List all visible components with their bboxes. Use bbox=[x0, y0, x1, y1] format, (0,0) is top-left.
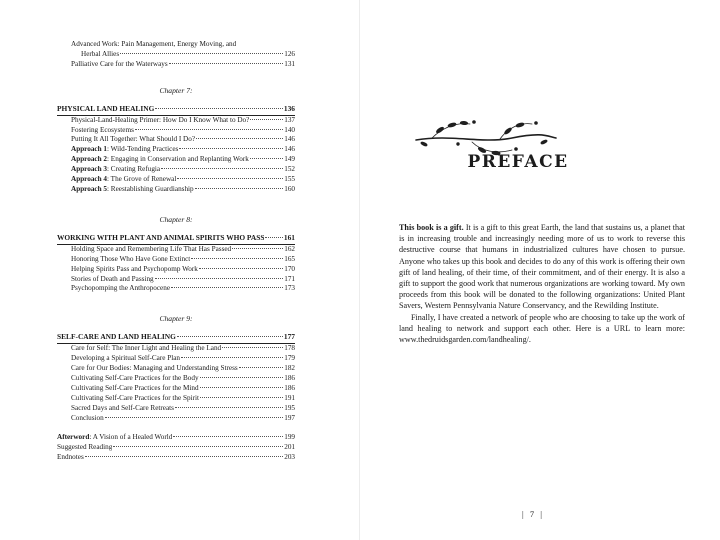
leader-dots bbox=[105, 417, 283, 418]
leader-dots bbox=[177, 178, 283, 179]
page-ref: 140 bbox=[284, 125, 295, 134]
toc-entry: Palliative Care for the Waterways 131 bbox=[71, 59, 295, 68]
toc-entry bbox=[57, 344, 295, 354]
toc-entry bbox=[57, 414, 295, 424]
toc-entry bbox=[57, 275, 295, 285]
toc-entry bbox=[57, 453, 295, 463]
entry-lead: Afterword bbox=[57, 433, 90, 442]
leader-dots bbox=[200, 377, 284, 378]
entry-title: : Engaging in Conservation and Replanting Work bbox=[107, 155, 249, 164]
toc-entry bbox=[57, 394, 295, 404]
leader-dots bbox=[195, 188, 284, 189]
toc-entry bbox=[57, 404, 295, 414]
page-ref: 165 bbox=[284, 254, 295, 263]
entry-title: Helping Spirits Pass and Psychopomp Work bbox=[71, 264, 198, 273]
entry-title: Psychopomping the Anthropocene bbox=[71, 284, 171, 293]
toc-entry bbox=[57, 384, 295, 394]
toc-entry bbox=[57, 433, 295, 443]
entry-title: Cultivating Self-Care Practices for the Spirit bbox=[71, 393, 199, 402]
leader-dots bbox=[239, 367, 284, 368]
entry-title: : Wild-Tending Practices bbox=[107, 145, 179, 154]
entry-title: Developing a Spiritual Self-Care Plan bbox=[71, 354, 180, 363]
chapter-heading: Chapter 7: bbox=[159, 85, 193, 95]
page-ref: 137 bbox=[284, 115, 295, 124]
leader-dots bbox=[196, 138, 283, 139]
leader-dots bbox=[171, 287, 283, 288]
leader-dots bbox=[200, 387, 284, 388]
leader-dots bbox=[155, 108, 283, 109]
page-ref: 186 bbox=[284, 383, 295, 392]
toc-entry bbox=[57, 175, 295, 185]
page-ref: 173 bbox=[284, 284, 295, 293]
entry-title: Suggested Reading bbox=[57, 443, 113, 452]
leader-dots bbox=[200, 397, 283, 398]
entry-title: Putting It All Together: What Should I Do? bbox=[71, 135, 196, 144]
preface-paragraph bbox=[399, 222, 685, 312]
entry-title: Care for Self: The Inner Light and Healing the Land bbox=[71, 344, 222, 353]
page-ref: 186 bbox=[284, 373, 295, 382]
preface-body bbox=[399, 222, 685, 345]
leader-dots bbox=[161, 168, 283, 169]
entry-title: Holding Space and Remembering Life That Has Passed bbox=[71, 244, 232, 253]
toc-entry bbox=[57, 165, 295, 175]
page-ref: 178 bbox=[284, 344, 295, 353]
leader-dots bbox=[135, 129, 283, 130]
page-ref: 160 bbox=[284, 184, 295, 193]
page-ref: 126 bbox=[284, 49, 295, 58]
toc-entry bbox=[57, 265, 295, 275]
toc-entry bbox=[57, 126, 295, 136]
page-ref: 191 bbox=[284, 393, 295, 402]
toc-entry bbox=[57, 354, 295, 364]
page-ref: 152 bbox=[284, 165, 295, 174]
leader-dots bbox=[222, 347, 283, 348]
entry-title: Fostering Ecosystems bbox=[71, 125, 134, 134]
leader-dots bbox=[232, 248, 283, 249]
leader-dots bbox=[191, 258, 283, 259]
paragraph-text: It is a gift to this great Earth, the land that sustains us, a planet that is in increasing trouble and increasingly needing more of us to work to reverse this destructive course that humans in industrialized cultures have chosen to pursue. Anyone who takes up this book and decides to do any of this work is offering their own gift of land healing, of their time, of their commitment, and of their energy. It is also a gift to support the good work that numerous organizations are working toward. My own proceeds from this book will be donated to the following organizations: United Plant Savers, Western Pennsylvania Nature Conservancy, and the Rewilding Institute. bbox=[399, 223, 685, 311]
entry-lead: Approach 3 bbox=[71, 165, 108, 174]
leader-dots bbox=[199, 268, 283, 269]
toc-entry bbox=[57, 145, 295, 155]
chapter-title: SELF-CARE AND LAND HEALING 177 bbox=[57, 332, 295, 342]
entry-title: : Creating Refugia bbox=[107, 165, 161, 174]
table-of-contents bbox=[57, 40, 295, 463]
entry-title: Sacred Days and Self-Care Retreats bbox=[71, 403, 174, 412]
toc-entry bbox=[57, 116, 295, 126]
page-ref: 179 bbox=[284, 354, 295, 363]
page-ref: 146 bbox=[284, 145, 295, 154]
chapter-title: PHYSICAL LAND HEALING 136 bbox=[57, 103, 295, 113]
page-ref: 171 bbox=[284, 274, 295, 283]
leader-dots bbox=[85, 456, 283, 457]
page-ref: 161 bbox=[283, 232, 295, 242]
preface-paragraph: Finally, I have created a network of people who are choosing to take up the work of land healing to network and support each other. Here is a URL to learn more: www.thedruidsgarden.com/landhealing/. bbox=[399, 312, 685, 345]
chapter-title: WORKING WITH PLANT AND ANIMAL SPIRITS WHO PASS 161 bbox=[57, 232, 295, 242]
leader-dots bbox=[175, 407, 283, 408]
page-ref: 177 bbox=[283, 332, 295, 342]
entry-title: Cultivating Self-Care Practices for the Body bbox=[71, 373, 199, 382]
page-ref: 149 bbox=[284, 155, 295, 164]
page-ref: 182 bbox=[284, 364, 295, 373]
entry-lead: Approach 5 bbox=[71, 184, 108, 193]
entry-title: Endnotes bbox=[57, 453, 84, 462]
toc-entry bbox=[57, 255, 295, 265]
page-number: | 7 | bbox=[522, 509, 542, 519]
leader-dots bbox=[169, 63, 284, 64]
page-ref: 155 bbox=[284, 175, 295, 184]
page-ref: 146 bbox=[284, 135, 295, 144]
entry-title: Conclusion bbox=[71, 413, 104, 422]
entry-title: Stories of Death and Passing bbox=[71, 274, 154, 283]
entry-title: Honoring Those Who Have Gone Extinct bbox=[71, 254, 191, 263]
toc-entry bbox=[57, 284, 295, 294]
entry-title: Physical-Land-Healing Primer: How Do I Know What to Do? bbox=[71, 115, 250, 124]
leader-dots bbox=[181, 357, 283, 358]
page-ref: 203 bbox=[284, 453, 295, 462]
leader-dots bbox=[173, 436, 283, 437]
page-ref: 199 bbox=[284, 433, 295, 442]
chapter-heading: Chapter 9: bbox=[159, 314, 193, 324]
leader-dots bbox=[265, 237, 282, 238]
toc-entry bbox=[57, 443, 295, 453]
toc-entry bbox=[57, 364, 295, 374]
toc-entry: Herbal Allies 126 bbox=[81, 49, 295, 58]
page-ref: 195 bbox=[284, 403, 295, 412]
entry-title: Care for Our Bodies: Managing and Understanding Stress bbox=[71, 364, 238, 373]
toc-entry bbox=[57, 155, 295, 165]
page-ref: 170 bbox=[284, 264, 295, 273]
leader-dots bbox=[120, 53, 283, 54]
page-ref: 201 bbox=[284, 443, 295, 452]
leader-dots bbox=[250, 119, 283, 120]
entry-lead: Approach 1 bbox=[71, 145, 108, 154]
paragraph-lead: This book is a gift. bbox=[399, 223, 464, 232]
entry-title: : The Grove of Renewal bbox=[107, 175, 177, 184]
page-ref: 131 bbox=[284, 59, 295, 68]
entry-title: Cultivating Self-Care Practices for the Mind bbox=[71, 383, 199, 392]
chapter-heading: Chapter 8: bbox=[159, 214, 193, 224]
page-ref: 197 bbox=[284, 413, 295, 422]
entry-title: : Reestablishing Guardianship bbox=[107, 184, 194, 193]
toc-entry bbox=[57, 245, 295, 255]
leader-dots bbox=[113, 446, 283, 447]
toc-entry bbox=[57, 135, 295, 145]
entry-title: : A Vision of a Healed World bbox=[89, 433, 173, 442]
leader-dots bbox=[177, 336, 283, 337]
leader-dots bbox=[250, 158, 283, 159]
toc-entry bbox=[57, 185, 295, 195]
leader-dots bbox=[179, 148, 283, 149]
page-ref: 162 bbox=[284, 244, 295, 253]
preface-title: PREFACE bbox=[467, 152, 569, 172]
entry-lead: Approach 2 bbox=[71, 155, 108, 164]
leader-dots bbox=[155, 278, 284, 279]
entry-lead: Approach 4 bbox=[71, 175, 108, 184]
toc-entry bbox=[57, 374, 295, 384]
page-ref: 136 bbox=[283, 103, 295, 113]
toc-entry: Advanced Work: Pain Management, Energy Moving, and bbox=[71, 40, 237, 48]
